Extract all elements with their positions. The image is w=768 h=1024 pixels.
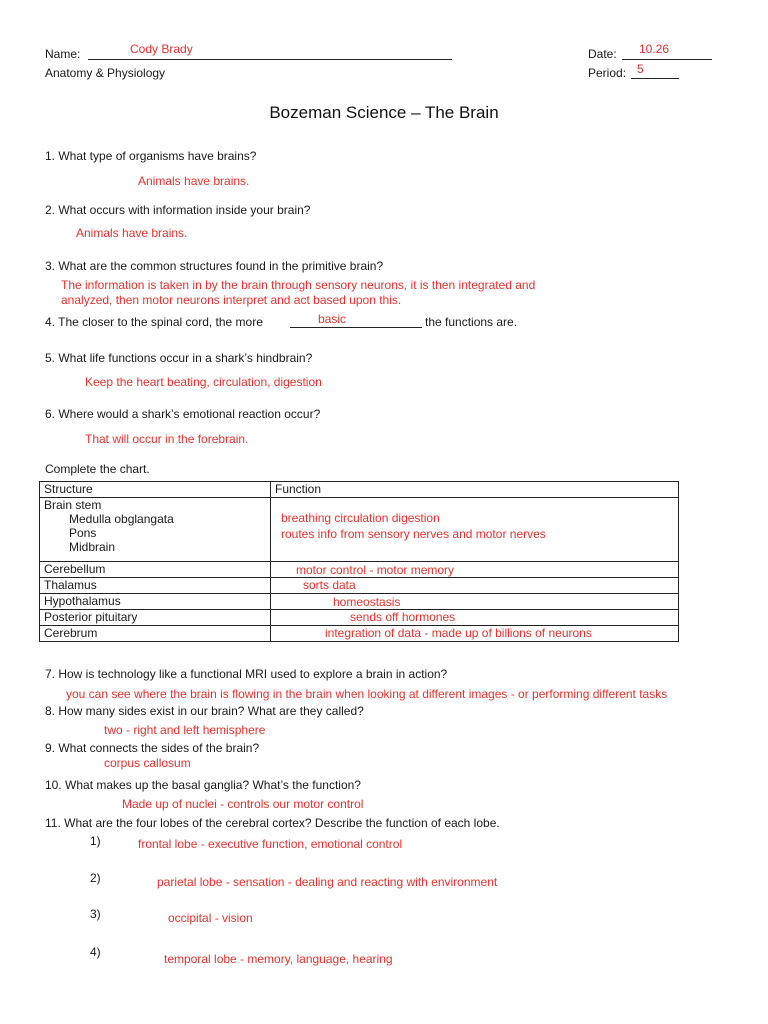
- answer-6[interactable]: That will occur in the forebrain.: [85, 432, 249, 446]
- answer-5[interactable]: Keep the heart beating, circulation, digestion: [85, 375, 322, 389]
- table-row: [40, 562, 679, 578]
- answer-2[interactable]: Animals have brains.: [76, 226, 188, 240]
- course-label: Anatomy & Physiology: [45, 66, 166, 80]
- answer-4[interactable]: basic: [318, 312, 347, 326]
- structure-cell: Posterior pituitary: [40, 610, 271, 626]
- lobe-answer[interactable]: occipital - vision: [168, 911, 253, 925]
- table-row: [40, 594, 679, 610]
- question-6: 6. Where would a shark’s emotional reaction occur?: [45, 407, 321, 421]
- date-line: [622, 59, 712, 60]
- period-label: Period:: [588, 66, 627, 80]
- name-label: Name:: [45, 47, 81, 61]
- function-header: Function: [271, 482, 679, 498]
- brainstem-label: Brain stem: [44, 498, 102, 512]
- answer-1[interactable]: Animals have brains.: [138, 174, 250, 188]
- table-row: [40, 626, 679, 642]
- brain-structure-chart: [39, 481, 679, 642]
- brainstem-row: [40, 498, 679, 562]
- page-title: Bozeman Science – The Brain: [269, 103, 499, 122]
- function-cell[interactable]: [271, 578, 679, 594]
- answer-8[interactable]: two - right and left hemisphere: [104, 723, 266, 737]
- structure-cell: Cerebrum: [40, 626, 271, 642]
- function-answer[interactable]: motor control - motor memory: [296, 563, 455, 577]
- lobe-number: 3): [90, 907, 101, 921]
- period-line: [631, 78, 679, 79]
- lobe-number: 4): [90, 945, 101, 959]
- date-value[interactable]: 10.26: [639, 42, 670, 56]
- function-answer[interactable]: integration of data - made up of billions of neurons: [325, 626, 592, 640]
- question-8: 8. How many sides exist in our brain? What are they called?: [45, 704, 364, 718]
- medulla-function[interactable]: breathing circulation digestion: [281, 511, 440, 525]
- answer-7[interactable]: you can see where the brain is flowing in the brain when looking at different images - or performing different tasks: [66, 687, 668, 701]
- question-7: 7. How is technology like a functional MRI used to explore a brain in action?: [45, 667, 448, 681]
- lobe-answer[interactable]: frontal lobe - executive function, emotional control: [138, 837, 403, 851]
- question-3: 3. What are the common structures found in the primitive brain?: [45, 259, 384, 273]
- function-cell[interactable]: [271, 626, 679, 642]
- function-answer[interactable]: sends off hormones: [350, 610, 456, 624]
- medulla-label: Medulla obglangata: [69, 512, 174, 526]
- period-value[interactable]: 5: [637, 62, 644, 76]
- question-4-start: 4. The closer to the spinal cord, the more: [45, 315, 263, 329]
- structure-cell: Thalamus: [40, 578, 271, 594]
- answer-4-line: [290, 327, 422, 328]
- brainstem-structure-cell: [40, 498, 271, 562]
- lobe-answer[interactable]: temporal lobe - memory, language, hearing: [164, 952, 393, 966]
- lobe-number: 1): [90, 834, 101, 848]
- function-cell[interactable]: [271, 562, 679, 578]
- function-answer[interactable]: sorts data: [303, 578, 356, 592]
- date-label: Date:: [588, 47, 617, 61]
- lobe-answer[interactable]: parietal lobe - sensation - dealing and reacting with environment: [157, 875, 498, 889]
- pons-function[interactable]: routes info from sensory nerves and motor nerves: [281, 527, 546, 541]
- midbrain-label: Midbrain: [69, 540, 116, 554]
- question-11: 11. What are the four lobes of the cerebral cortex? Describe the function of each lobe.: [45, 816, 500, 830]
- name-value[interactable]: Cody Brady: [130, 42, 193, 56]
- answer-9[interactable]: corpus callosum: [104, 756, 191, 770]
- lobe-number: 2): [90, 871, 101, 885]
- table-row: [40, 610, 679, 626]
- pons-label: Pons: [69, 526, 97, 540]
- brainstem-function-cell[interactable]: [271, 498, 679, 562]
- question-9: 9. What connects the sides of the brain?: [45, 741, 260, 755]
- answer-3-line-2[interactable]: analyzed, then motor neurons interpret and act based upon this.: [61, 293, 402, 307]
- question-4-end: the functions are.: [425, 315, 518, 329]
- structure-cell: Cerebellum: [40, 562, 271, 578]
- question-2: 2. What occurs with information inside your brain?: [45, 203, 311, 217]
- name-line: [88, 59, 452, 60]
- chart-header-row: [40, 482, 679, 498]
- question-10: 10. What makes up the basal ganglia? What’s the function?: [45, 778, 361, 792]
- answer-10[interactable]: Made up of nuclei - controls our motor control: [122, 797, 364, 811]
- chart-intro: Complete the chart.: [45, 462, 150, 476]
- table-row: [40, 578, 679, 594]
- question-5: 5. What life functions occur in a shark’s hindbrain?: [45, 351, 313, 365]
- function-answer[interactable]: homeostasis: [333, 595, 401, 609]
- function-cell[interactable]: [271, 594, 679, 610]
- answer-3-line-1[interactable]: The information is taken in by the brain through sensory neurons, it is then integrated and: [61, 278, 536, 292]
- function-cell[interactable]: [271, 610, 679, 626]
- structure-header: Structure: [40, 482, 271, 498]
- structure-cell: Hypothalamus: [40, 594, 271, 610]
- question-1: 1. What type of organisms have brains?: [45, 149, 257, 163]
